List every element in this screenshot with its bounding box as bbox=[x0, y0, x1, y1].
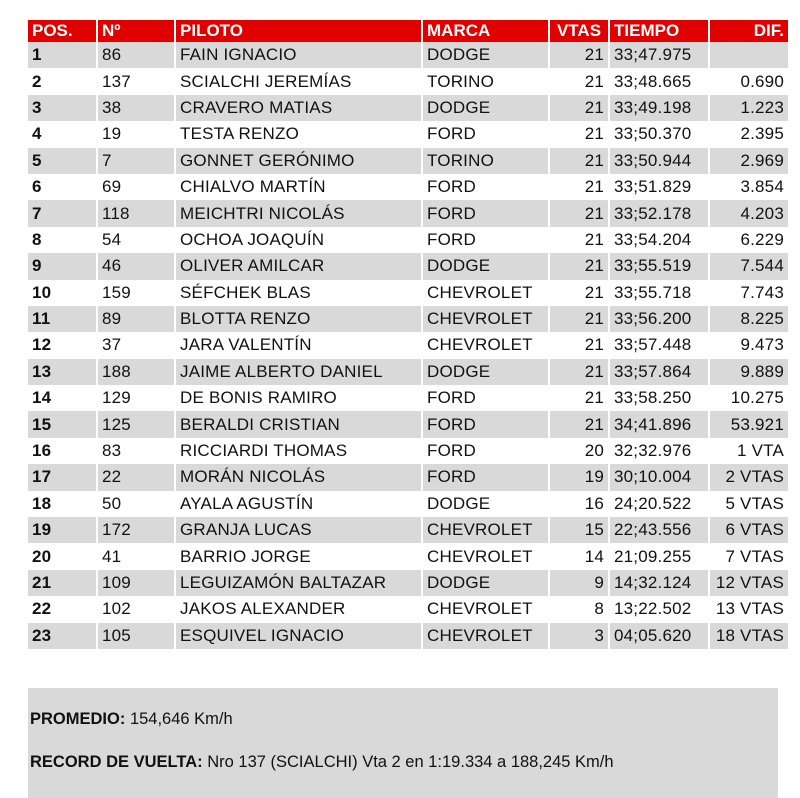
cell-tiempo: 33;47.975 bbox=[610, 42, 710, 68]
cell-dif: 1.223 bbox=[710, 95, 788, 121]
cell-piloto: JAIME ALBERTO DANIEL bbox=[176, 359, 423, 385]
cell-tiempo: 04;05.620 bbox=[610, 623, 710, 649]
header-dif: DIF. bbox=[710, 20, 788, 42]
cell-dif: 7.544 bbox=[710, 253, 788, 279]
cell-marca: TORINO bbox=[423, 148, 550, 174]
table-row bbox=[28, 280, 788, 306]
cell-marca: CHEVROLET bbox=[423, 543, 550, 569]
cell-tiempo: 33;58.250 bbox=[610, 385, 710, 411]
cell-piloto: JARA VALENTÍN bbox=[176, 332, 423, 358]
table-row bbox=[28, 438, 788, 464]
cell-vtas: 19 bbox=[550, 464, 610, 490]
cell-pos: 5 bbox=[28, 148, 98, 174]
table-row bbox=[28, 121, 788, 147]
cell-tiempo: 30;10.004 bbox=[610, 464, 710, 490]
cell-dif: 18 VTAS bbox=[710, 623, 788, 649]
cell-dif: 7.743 bbox=[710, 280, 788, 306]
cell-pos: 12 bbox=[28, 332, 98, 358]
record-line bbox=[30, 753, 614, 772]
cell-dif: 0.690 bbox=[710, 68, 788, 94]
cell-dif bbox=[710, 42, 788, 68]
cell-num: 125 bbox=[98, 411, 176, 437]
cell-vtas: 8 bbox=[550, 596, 610, 622]
cell-num: 105 bbox=[98, 623, 176, 649]
cell-pos: 15 bbox=[28, 411, 98, 437]
table-row bbox=[28, 570, 788, 596]
table-row bbox=[28, 411, 788, 437]
header-tiempo: TIEMPO bbox=[610, 20, 710, 42]
cell-num: 38 bbox=[98, 95, 176, 121]
cell-vtas: 21 bbox=[550, 148, 610, 174]
cell-piloto: CRAVERO MATIAS bbox=[176, 95, 423, 121]
cell-marca: CHEVROLET bbox=[423, 332, 550, 358]
cell-tiempo: 33;50.944 bbox=[610, 148, 710, 174]
cell-dif: 13 VTAS bbox=[710, 596, 788, 622]
table-row bbox=[28, 623, 788, 649]
cell-piloto: CHIALVO MARTÍN bbox=[176, 174, 423, 200]
cell-pos: 4 bbox=[28, 121, 98, 147]
cell-dif: 7 VTAS bbox=[710, 543, 788, 569]
cell-vtas: 20 bbox=[550, 438, 610, 464]
table-row bbox=[28, 174, 788, 200]
cell-marca: DODGE bbox=[423, 359, 550, 385]
results-table bbox=[28, 20, 788, 649]
cell-tiempo: 33;57.864 bbox=[610, 359, 710, 385]
cell-piloto: AYALA AGUSTÍN bbox=[176, 491, 423, 517]
table-row bbox=[28, 42, 788, 68]
cell-piloto: TESTA RENZO bbox=[176, 121, 423, 147]
cell-vtas: 21 bbox=[550, 332, 610, 358]
cell-marca: FORD bbox=[423, 385, 550, 411]
header-pos: POS. bbox=[28, 20, 98, 42]
cell-tiempo: 21;09.255 bbox=[610, 543, 710, 569]
promedio-line bbox=[30, 710, 233, 729]
cell-marca: CHEVROLET bbox=[423, 623, 550, 649]
cell-tiempo: 33;54.204 bbox=[610, 227, 710, 253]
cell-pos: 9 bbox=[28, 253, 98, 279]
cell-pos: 17 bbox=[28, 464, 98, 490]
cell-pos: 16 bbox=[28, 438, 98, 464]
cell-piloto: FAIN IGNACIO bbox=[176, 42, 423, 68]
cell-piloto: DE BONIS RAMIRO bbox=[176, 385, 423, 411]
cell-marca: FORD bbox=[423, 227, 550, 253]
cell-marca: CHEVROLET bbox=[423, 280, 550, 306]
cell-marca: DODGE bbox=[423, 570, 550, 596]
table-row bbox=[28, 95, 788, 121]
cell-dif: 8.225 bbox=[710, 306, 788, 332]
cell-marca: FORD bbox=[423, 438, 550, 464]
cell-num: 102 bbox=[98, 596, 176, 622]
table-row bbox=[28, 306, 788, 332]
cell-marca: FORD bbox=[423, 121, 550, 147]
cell-vtas: 21 bbox=[550, 411, 610, 437]
cell-num: 54 bbox=[98, 227, 176, 253]
top-strip bbox=[28, 0, 778, 14]
cell-pos: 13 bbox=[28, 359, 98, 385]
cell-vtas: 21 bbox=[550, 68, 610, 94]
cell-piloto: MORÁN NICOLÁS bbox=[176, 464, 423, 490]
table-row bbox=[28, 359, 788, 385]
cell-dif: 6.229 bbox=[710, 227, 788, 253]
summary-box bbox=[28, 688, 778, 798]
header-vtas: VTAS bbox=[550, 20, 610, 42]
cell-num: 86 bbox=[98, 42, 176, 68]
table-row bbox=[28, 148, 788, 174]
table-body bbox=[28, 42, 788, 649]
cell-tiempo: 33;57.448 bbox=[610, 332, 710, 358]
cell-pos: 2 bbox=[28, 68, 98, 94]
table-row bbox=[28, 464, 788, 490]
cell-num: 129 bbox=[98, 385, 176, 411]
cell-marca: TORINO bbox=[423, 68, 550, 94]
cell-dif: 5 VTAS bbox=[710, 491, 788, 517]
cell-dif: 12 VTAS bbox=[710, 570, 788, 596]
table-row bbox=[28, 227, 788, 253]
cell-pos: 18 bbox=[28, 491, 98, 517]
table-row bbox=[28, 385, 788, 411]
cell-pos: 8 bbox=[28, 227, 98, 253]
cell-dif: 9.889 bbox=[710, 359, 788, 385]
table-header-row bbox=[28, 20, 788, 42]
cell-vtas: 21 bbox=[550, 174, 610, 200]
table-row bbox=[28, 253, 788, 279]
cell-vtas: 21 bbox=[550, 200, 610, 226]
cell-tiempo: 24;20.522 bbox=[610, 491, 710, 517]
cell-num: 69 bbox=[98, 174, 176, 200]
cell-piloto: GONNET GERÓNIMO bbox=[176, 148, 423, 174]
cell-pos: 10 bbox=[28, 280, 98, 306]
table-row bbox=[28, 200, 788, 226]
cell-marca: CHEVROLET bbox=[423, 306, 550, 332]
cell-num: 89 bbox=[98, 306, 176, 332]
cell-pos: 22 bbox=[28, 596, 98, 622]
cell-vtas: 9 bbox=[550, 570, 610, 596]
cell-num: 83 bbox=[98, 438, 176, 464]
cell-marca: FORD bbox=[423, 174, 550, 200]
cell-pos: 19 bbox=[28, 517, 98, 543]
cell-num: 172 bbox=[98, 517, 176, 543]
cell-pos: 6 bbox=[28, 174, 98, 200]
cell-vtas: 14 bbox=[550, 543, 610, 569]
cell-marca: DODGE bbox=[423, 491, 550, 517]
cell-vtas: 15 bbox=[550, 517, 610, 543]
cell-pos: 20 bbox=[28, 543, 98, 569]
cell-piloto: MEICHTRI NICOLÁS bbox=[176, 200, 423, 226]
cell-dif: 3.854 bbox=[710, 174, 788, 200]
cell-num: 37 bbox=[98, 332, 176, 358]
cell-piloto: BERALDI CRISTIAN bbox=[176, 411, 423, 437]
cell-num: 109 bbox=[98, 570, 176, 596]
cell-tiempo: 14;32.124 bbox=[610, 570, 710, 596]
cell-marca: CHEVROLET bbox=[423, 517, 550, 543]
table-row bbox=[28, 332, 788, 358]
cell-num: 188 bbox=[98, 359, 176, 385]
cell-pos: 1 bbox=[28, 42, 98, 68]
cell-num: 7 bbox=[98, 148, 176, 174]
cell-piloto: LEGUIZAMÓN BALTAZAR bbox=[176, 570, 423, 596]
cell-vtas: 21 bbox=[550, 359, 610, 385]
cell-tiempo: 33;48.665 bbox=[610, 68, 710, 94]
cell-dif: 6 VTAS bbox=[710, 517, 788, 543]
cell-tiempo: 33;55.519 bbox=[610, 253, 710, 279]
cell-marca: DODGE bbox=[423, 253, 550, 279]
table-row bbox=[28, 596, 788, 622]
cell-tiempo: 13;22.502 bbox=[610, 596, 710, 622]
cell-piloto: RICCIARDI THOMAS bbox=[176, 438, 423, 464]
cell-vtas: 21 bbox=[550, 121, 610, 147]
cell-piloto: GRANJA LUCAS bbox=[176, 517, 423, 543]
cell-pos: 14 bbox=[28, 385, 98, 411]
cell-piloto: JAKOS ALEXANDER bbox=[176, 596, 423, 622]
cell-vtas: 21 bbox=[550, 280, 610, 306]
cell-marca: CHEVROLET bbox=[423, 596, 550, 622]
table-row bbox=[28, 68, 788, 94]
cell-piloto: SCIALCHI JEREMÍAS bbox=[176, 68, 423, 94]
cell-vtas: 16 bbox=[550, 491, 610, 517]
promedio-value: 154,646 Km/h bbox=[129, 710, 233, 728]
cell-tiempo: 34;41.896 bbox=[610, 411, 710, 437]
header-piloto: PILOTO bbox=[176, 20, 423, 42]
cell-pos: 3 bbox=[28, 95, 98, 121]
cell-piloto: ESQUIVEL IGNACIO bbox=[176, 623, 423, 649]
cell-dif: 9.473 bbox=[710, 332, 788, 358]
cell-pos: 23 bbox=[28, 623, 98, 649]
cell-vtas: 21 bbox=[550, 95, 610, 121]
cell-marca: DODGE bbox=[423, 42, 550, 68]
cell-vtas: 21 bbox=[550, 385, 610, 411]
table-row bbox=[28, 517, 788, 543]
cell-tiempo: 33;51.829 bbox=[610, 174, 710, 200]
header-num: Nº bbox=[98, 20, 176, 42]
cell-tiempo: 33;50.370 bbox=[610, 121, 710, 147]
cell-marca: FORD bbox=[423, 411, 550, 437]
promedio-label: PROMEDIO: bbox=[30, 710, 126, 728]
cell-tiempo: 33;49.198 bbox=[610, 95, 710, 121]
table-row bbox=[28, 543, 788, 569]
cell-vtas: 21 bbox=[550, 253, 610, 279]
cell-num: 41 bbox=[98, 543, 176, 569]
record-label: RECORD DE VUELTA: bbox=[30, 753, 203, 771]
cell-pos: 11 bbox=[28, 306, 98, 332]
cell-marca: FORD bbox=[423, 200, 550, 226]
cell-vtas: 21 bbox=[550, 227, 610, 253]
cell-piloto: SÉFCHEK BLAS bbox=[176, 280, 423, 306]
cell-num: 50 bbox=[98, 491, 176, 517]
cell-num: 137 bbox=[98, 68, 176, 94]
record-value: Nro 137 (SCIALCHI) Vta 2 en 1:19.334 a 188,245 Km/h bbox=[207, 753, 614, 771]
cell-num: 118 bbox=[98, 200, 176, 226]
cell-num: 22 bbox=[98, 464, 176, 490]
header-marca: MARCA bbox=[423, 20, 550, 42]
cell-marca: DODGE bbox=[423, 95, 550, 121]
cell-tiempo: 33;56.200 bbox=[610, 306, 710, 332]
cell-tiempo: 33;52.178 bbox=[610, 200, 710, 226]
cell-num: 19 bbox=[98, 121, 176, 147]
cell-vtas: 21 bbox=[550, 42, 610, 68]
cell-dif: 2.969 bbox=[710, 148, 788, 174]
cell-dif: 2.395 bbox=[710, 121, 788, 147]
cell-dif: 4.203 bbox=[710, 200, 788, 226]
cell-dif: 2 VTAS bbox=[710, 464, 788, 490]
cell-piloto: OCHOA JOAQUÍN bbox=[176, 227, 423, 253]
cell-num: 159 bbox=[98, 280, 176, 306]
cell-piloto: BLOTTA RENZO bbox=[176, 306, 423, 332]
cell-dif: 53.921 bbox=[710, 411, 788, 437]
cell-tiempo: 22;43.556 bbox=[610, 517, 710, 543]
cell-piloto: BARRIO JORGE bbox=[176, 543, 423, 569]
cell-vtas: 3 bbox=[550, 623, 610, 649]
cell-pos: 7 bbox=[28, 200, 98, 226]
cell-pos: 21 bbox=[28, 570, 98, 596]
cell-marca: FORD bbox=[423, 464, 550, 490]
cell-tiempo: 33;55.718 bbox=[610, 280, 710, 306]
cell-dif: 10.275 bbox=[710, 385, 788, 411]
cell-tiempo: 32;32.976 bbox=[610, 438, 710, 464]
cell-piloto: OLIVER AMILCAR bbox=[176, 253, 423, 279]
cell-vtas: 21 bbox=[550, 306, 610, 332]
cell-dif: 1 VTA bbox=[710, 438, 788, 464]
cell-num: 46 bbox=[98, 253, 176, 279]
table-row bbox=[28, 491, 788, 517]
